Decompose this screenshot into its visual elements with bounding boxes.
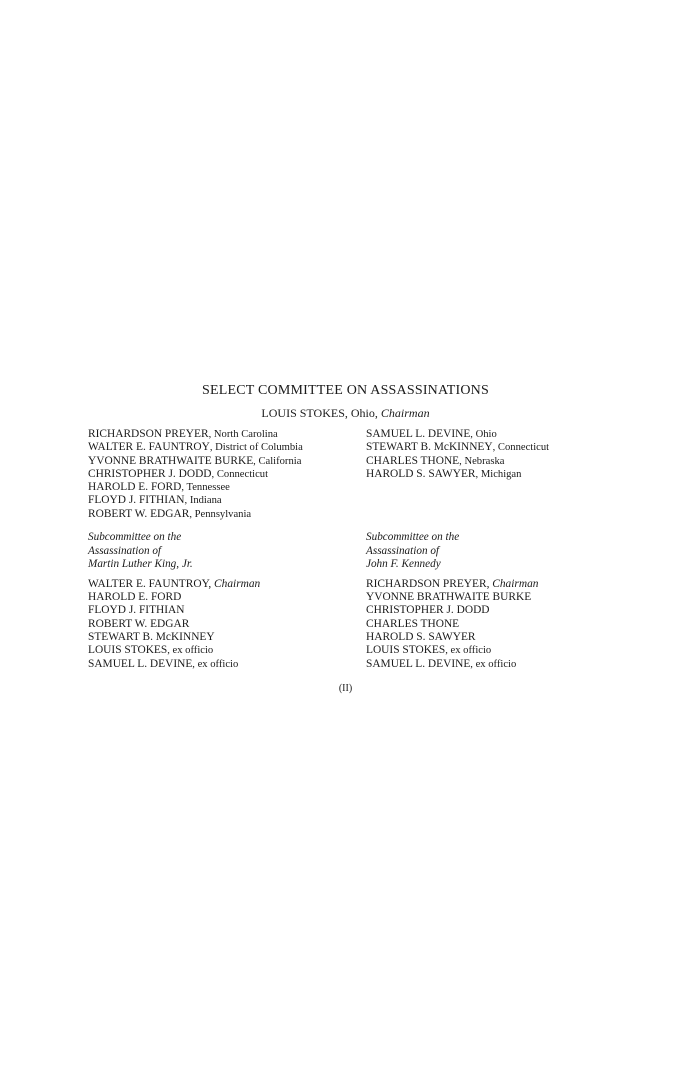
subcommittee-heading: [366, 531, 538, 572]
subcommittee-member: YVONNE BRATHWAITE BURKE: [366, 591, 532, 604]
member-name: HAROLD S. SAWYER: [366, 467, 476, 480]
subcommittee-chair: [88, 578, 260, 591]
subcommittee-member: CHRISTOPHER J. DODD: [366, 604, 490, 617]
members-left-column: [88, 428, 303, 521]
member-entry: [366, 441, 549, 454]
subcommittee-member: FLOYD J. FITHIAN: [88, 604, 185, 617]
member-entry: [88, 441, 303, 454]
member-name: HAROLD E. FORD: [88, 481, 182, 494]
member-name: CHRISTOPHER J. DODD: [88, 467, 212, 480]
ex-officio-label: , ex officio: [167, 645, 214, 657]
member-name: SAMUEL L. DEVINE: [88, 657, 193, 670]
member-name: SAMUEL L. DEVINE: [366, 657, 471, 670]
member-entry: [88, 468, 303, 481]
member-state: , Tennessee: [181, 482, 230, 494]
subcommittee-roster: [88, 578, 260, 671]
ex-officio-member: [88, 658, 260, 671]
subcommittee-chair: [366, 578, 538, 591]
member-name: STEWART B. McKINNEY: [366, 441, 493, 454]
committee-title: SELECT COMMITTEE ON ASSASSINATIONS: [202, 383, 489, 398]
member-state: , Michigan: [475, 468, 522, 480]
subcommittee-member: HAROLD E. FORD: [88, 591, 182, 604]
heading-line: Subcommittee on the: [88, 531, 182, 543]
subcommittee-kennedy: [366, 531, 538, 671]
chair-name: WALTER E. FAUNTROY,: [88, 577, 215, 590]
member-entry: [88, 494, 303, 507]
heading-line: Subcommittee on the: [366, 531, 460, 543]
member-state: , Connecticut: [492, 442, 550, 454]
member-state: , North Carolina: [208, 429, 278, 440]
chairman-name: LOUIS STOKES: [261, 406, 345, 420]
subcommittee-member: HAROLD S. SAWYER: [366, 630, 476, 643]
member-name: ROBERT W. EDGAR: [88, 507, 190, 520]
member-state: , Ohio: [470, 429, 497, 440]
ex-officio-label: , ex officio: [445, 645, 492, 657]
subcommittee-king: [88, 531, 260, 671]
ex-officio-member: [88, 644, 260, 657]
ex-officio-label: , ex officio: [192, 658, 239, 670]
heading-line: Martin Luther King, Jr.: [88, 558, 193, 571]
member-name: YVONNE BRATHWAITE BURKE: [88, 454, 254, 467]
subcommittee-member: CHARLES THONE: [366, 617, 460, 630]
ex-officio-member: [366, 658, 538, 671]
member-entry: [88, 508, 303, 521]
chair-name: RICHARDSON PREYER,: [366, 577, 493, 590]
heading-line: Assassination of: [366, 544, 440, 557]
chair-role: Chairman: [214, 577, 261, 590]
member-state: , Nebraska: [459, 455, 505, 467]
member-state: , District of Columbia: [209, 442, 303, 454]
member-name: WALTER E. FAUNTROY: [88, 441, 210, 454]
heading-line: John F. Kennedy: [366, 558, 441, 571]
member-entry: [88, 481, 303, 494]
member-state: , Connecticut: [211, 468, 269, 480]
member-entry: [366, 468, 549, 481]
member-state: , Indiana: [184, 495, 222, 507]
member-name: FLOYD J. FITHIAN: [88, 494, 185, 507]
subcommittee-member: ROBERT W. EDGAR: [88, 617, 190, 630]
member-name: LOUIS STOKES: [366, 644, 446, 657]
page-number: (II): [338, 683, 353, 694]
member-entry: [366, 428, 549, 441]
member-name: RICHARDSON PREYER: [88, 428, 209, 440]
member-state: , California: [253, 455, 302, 467]
chairman-role: Chairman: [380, 406, 430, 420]
ex-officio-member: [366, 644, 538, 657]
member-name: LOUIS STOKES: [88, 644, 168, 657]
member-entry: [88, 455, 303, 468]
member-name: SAMUEL L. DEVINE: [366, 428, 471, 440]
member-name: CHARLES THONE: [366, 454, 460, 467]
ex-officio-label: , ex officio: [470, 658, 517, 670]
subcommittee-member: STEWART B. McKINNEY: [88, 630, 215, 643]
member-state: , Pennsylvania: [189, 508, 252, 520]
chairman-state: , Ohio,: [344, 406, 381, 420]
subcommittee-roster: [366, 578, 538, 671]
chair-role: Chairman: [492, 577, 539, 590]
subcommittee-heading: [88, 531, 260, 572]
member-entry: [366, 455, 549, 468]
members-right-column: [366, 428, 549, 481]
committee-chairman: [0, 406, 691, 421]
heading-line: Assassination of: [88, 544, 162, 557]
member-entry: [88, 428, 303, 441]
